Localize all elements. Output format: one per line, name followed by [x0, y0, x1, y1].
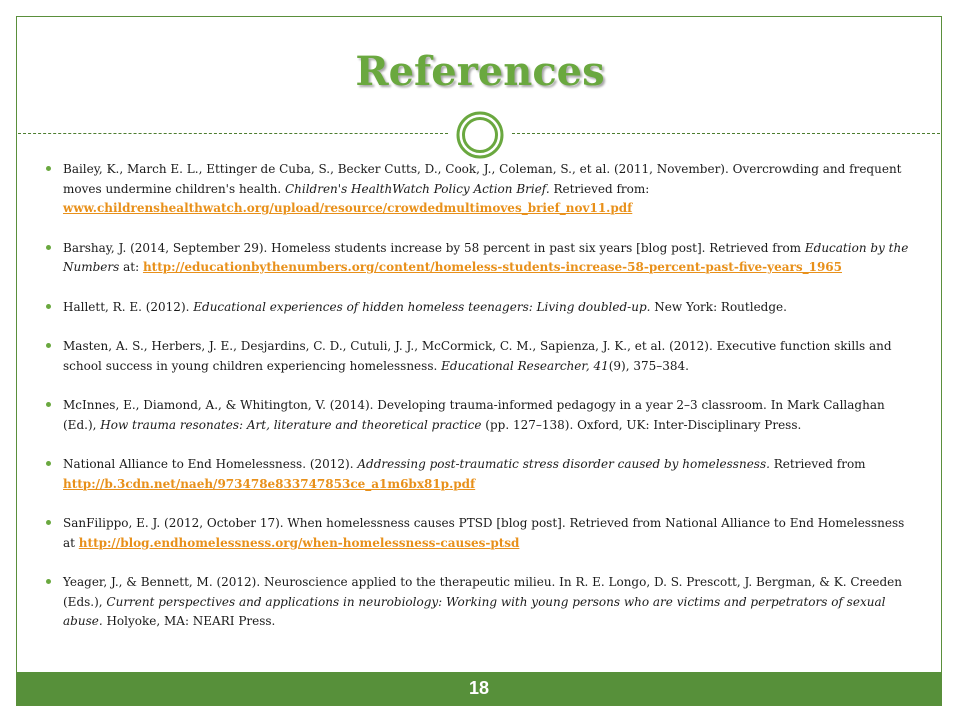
divider-left — [18, 133, 448, 134]
reference-item — [44, 160, 914, 219]
reference-item — [44, 239, 914, 278]
reference-item — [44, 337, 914, 376]
reference-item — [44, 573, 914, 632]
ref-text: Bailey, K., March E. L., Ettinger de Cuba, S., Becker Cutts, D., Cook, J., Coleman, S., et al. (2011, November). Overcrowding and frequent moves undermine children's health. — [63, 162, 902, 196]
bullet-icon — [46, 343, 51, 348]
reference-link[interactable]: www.childrenshealthwatch.org/upload/resource/crowdedmultimoves_brief_nov11.pdf — [63, 201, 633, 215]
ref-text-after: at: — [119, 260, 143, 274]
ref-italic: Educational Researcher, 41 — [441, 358, 609, 373]
ref-text: Yeager, J., & Bennett, M. (2012). Neuroscience applied to the therapeutic milieu. In R. E. Longo, D. S. Prescott, J. Bergman, & K. Creeden (Eds.), — [63, 575, 902, 609]
ref-text: National Alliance to End Homelessness. (2012). — [63, 457, 358, 471]
reference-link[interactable]: http://educationbythenumbers.org/content/homeless-students-increase-58-percent-past-five-years_1965 — [142, 260, 842, 274]
ref-text-after: (9), 375–384. — [608, 358, 689, 373]
reference-item — [44, 455, 914, 494]
reference-item — [44, 396, 914, 435]
page-number: 18 — [468, 678, 490, 698]
ref-text-after: New York: Routledge. — [650, 299, 787, 314]
ref-text: Barshay, J. (2014, September 29). Homeless students increase by 58 percent in past six years [blog post]. Retrieved from — [63, 240, 805, 255]
ref-italic: Addressing post-traumatic stress disorder caused by homelessness. — [357, 457, 770, 471]
ref-italic: Children's HealthWatch Policy Action Brief. — [284, 181, 550, 196]
bullet-icon — [46, 461, 51, 466]
reference-link[interactable]: http://blog.endhomelessness.org/when-homelessness-causes-ptsd — [78, 535, 520, 550]
ref-italic: Current perspectives and applications in neurobiology: Working with young persons who are victims and perpetrators of sexual abuse. — [63, 594, 886, 628]
reference-item — [44, 514, 914, 553]
bullet-icon — [46, 166, 51, 171]
ref-text: McInnes, E., Diamond, A., & Whitington, V. (2014). Developing trauma-informed pedagogy in a year 2–3 classroom. In Mark Callaghan (Ed.), — [63, 398, 885, 432]
ref-text-after: Retrieved from — [769, 457, 866, 471]
references-list — [44, 160, 914, 652]
bullet-icon — [46, 520, 51, 525]
ref-italic: Education by the Numbers — [63, 240, 909, 274]
ref-italic: How trauma resonates: Art, literature and theoretical practice — [100, 417, 482, 432]
ref-italic: Educational experiences of hidden homeless teenagers: Living doubled-up. — [193, 299, 651, 314]
ref-text-after: Retrieved from: — [549, 181, 650, 196]
slide-title: References — [355, 48, 605, 95]
ref-text: Hallett, R. E. (2012). — [63, 299, 194, 314]
reference-link[interactable]: http://b.3cdn.net/naeh/973478e833747853ce_a1m6bx81p.pdf — [63, 476, 476, 491]
bullet-icon — [46, 402, 51, 407]
ref-text-after: Holyoke, MA: NEARI Press. — [102, 614, 276, 628]
ref-text: Masten, A. S., Herbers, J. E., Desjardins, C. D., Cutuli, J. J., McCormick, C. M., Sapienza, J. K., et al. (2012). Executive function skills and school success in young children experiencing homelessness. — [63, 339, 892, 373]
footer-bar — [17, 672, 941, 705]
circle-ornament-icon — [455, 110, 505, 160]
ref-text-after: (pp. 127–138). Oxford, UK: Inter-Disciplinary Press. — [481, 417, 802, 432]
bullet-icon — [46, 579, 51, 584]
reference-item — [44, 298, 914, 318]
bullet-icon — [46, 304, 51, 309]
bullet-icon — [46, 245, 51, 250]
divider-right — [512, 133, 940, 134]
ref-text: SanFilippo, E. J. (2012, October 17). When homelessness causes PTSD [blog post]. Retrieved from National Alliance to End Homelessness at — [63, 516, 905, 550]
